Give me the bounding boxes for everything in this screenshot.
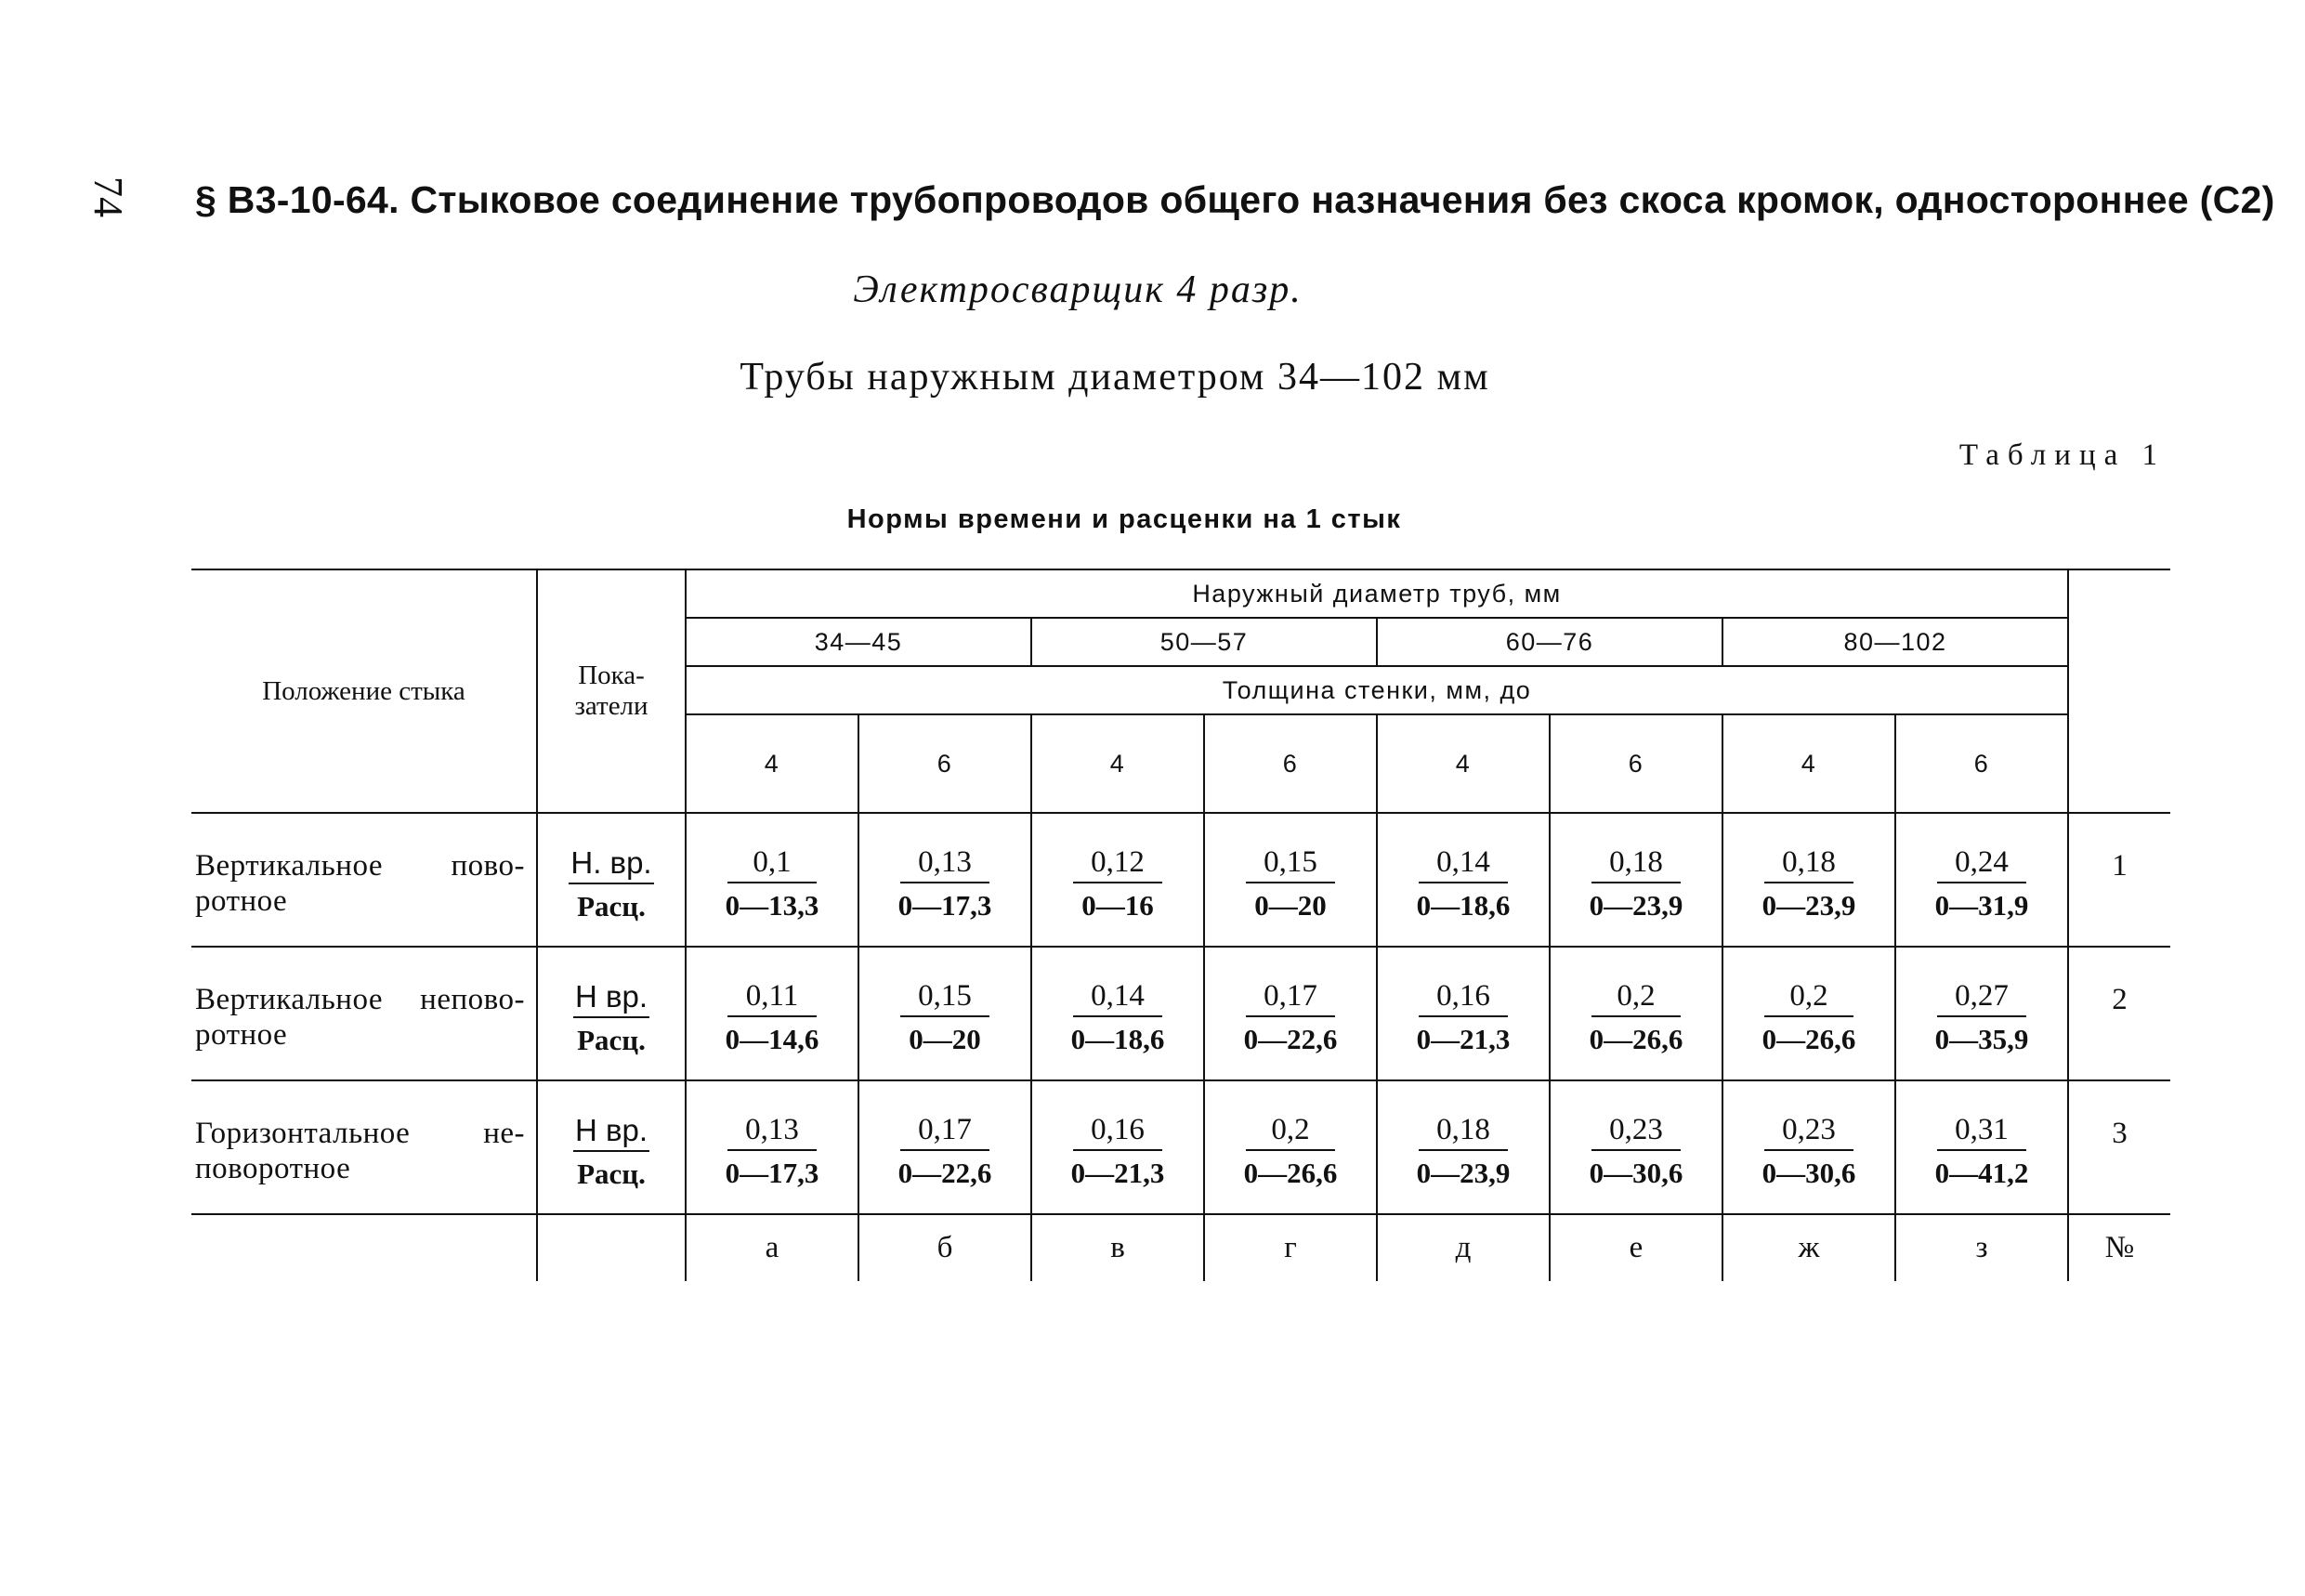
header-wall-thickness: Толщина стенки, мм, до [686, 666, 2068, 714]
rate-value: 0—16 [1081, 889, 1154, 922]
rate-value: 0—30,6 [1589, 1157, 1683, 1189]
value-cell [1722, 947, 1895, 1080]
value-cell [686, 947, 858, 1080]
table-caption: Нормы времени и расценки на 1 стык [846, 504, 1402, 534]
time-norm: 0,17 [900, 1113, 989, 1151]
rate-value: 0—31,9 [1934, 889, 2029, 922]
value-cell [1377, 947, 1550, 1080]
row-position: Вертикальное непово-ротное [191, 947, 537, 1080]
header-indicators: Пока- затели [537, 569, 686, 813]
footer-blank [537, 1214, 686, 1281]
rate-value: 0—20 [1254, 889, 1327, 922]
rate-value: 0—21,3 [1070, 1157, 1165, 1189]
footer-row [191, 1214, 2170, 1281]
time-norm: 0,27 [1937, 979, 2026, 1017]
column-letter: б [858, 1214, 1031, 1281]
section-heading: § В3-10-64. Стыковое соединение трубопроводов общего назначения без скоса кромок, одностороннее (С2) [195, 178, 2275, 221]
indicator-rate: Расц. [577, 1024, 646, 1056]
rate-value: 0—17,3 [725, 1157, 819, 1189]
time-norm: 0,23 [1591, 1113, 1681, 1151]
column-letter: ж [1722, 1214, 1895, 1281]
header-thickness: 6 [1895, 714, 2068, 813]
value-cell [1031, 813, 1204, 947]
value-cell [1031, 947, 1204, 1080]
pipe-diameter-line: Трубы наружным диаметром 34—102 мм [740, 356, 1490, 399]
time-norm: 0,2 [1764, 979, 1853, 1017]
column-number-header: № [2068, 1214, 2170, 1281]
header-num-blank [2068, 569, 2170, 813]
value-cell [1895, 947, 2068, 1080]
column-letter: в [1031, 1214, 1204, 1281]
time-norm: 0,15 [1246, 845, 1335, 883]
indicator-time: Н. вр. [569, 845, 653, 884]
rate-value: 0—14,6 [725, 1023, 819, 1055]
header-thickness: 4 [686, 714, 858, 813]
value-cell [1377, 1080, 1550, 1214]
column-letter: г [1204, 1214, 1377, 1281]
rate-value: 0—22,6 [897, 1157, 992, 1189]
time-norm: 0,18 [1419, 1113, 1508, 1151]
value-cell [1722, 1080, 1895, 1214]
value-cell [1895, 813, 2068, 947]
rate-value: 0—23,9 [1416, 1157, 1511, 1189]
row-number: 2 [2068, 947, 2170, 1080]
value-cell [1204, 813, 1377, 947]
header-thickness: 4 [1031, 714, 1204, 813]
column-letter: а [686, 1214, 858, 1281]
rate-value: 0—23,9 [1761, 889, 1856, 922]
header-thickness: 6 [858, 714, 1031, 813]
row-position: Горизонтальное не-поворотное [191, 1080, 537, 1214]
footer-blank [191, 1214, 537, 1281]
page-number: 74 [85, 177, 131, 217]
time-norm: 0,17 [1246, 979, 1335, 1017]
value-cell [1550, 813, 1722, 947]
value-cell [1204, 947, 1377, 1080]
indicator-time: Н вр. [573, 979, 649, 1018]
row-position: Вертикальное пово-ротное [191, 813, 537, 947]
time-norm: 0,14 [1419, 845, 1508, 883]
column-letter: з [1895, 1214, 2068, 1281]
row-number: 1 [2068, 813, 2170, 947]
row-indicators [537, 947, 686, 1080]
column-letter: е [1550, 1214, 1722, 1281]
value-cell [1377, 813, 1550, 947]
time-norm: 0,16 [1419, 979, 1508, 1017]
rate-value: 0—30,6 [1761, 1157, 1856, 1189]
time-norm: 0,2 [1246, 1113, 1335, 1151]
value-cell [858, 947, 1031, 1080]
header-diameter: 60—76 [1377, 618, 1722, 666]
time-norm: 0,16 [1073, 1113, 1162, 1151]
rate-value: 0—18,6 [1416, 889, 1511, 922]
time-norm: 0,15 [900, 979, 989, 1017]
value-cell [1031, 1080, 1204, 1214]
time-norm: 0,13 [727, 1113, 817, 1151]
rate-value: 0—17,3 [897, 889, 992, 922]
indicator-rate: Расц. [577, 1158, 646, 1190]
rate-value: 0—20 [909, 1023, 981, 1055]
rate-value: 0—35,9 [1934, 1023, 2029, 1055]
header-diameter: 34—45 [686, 618, 1031, 666]
rate-value: 0—41,2 [1934, 1157, 2029, 1189]
time-norm: 0,31 [1937, 1113, 2026, 1151]
value-cell [1722, 813, 1895, 947]
time-norm: 0,18 [1591, 845, 1681, 883]
table-label: Таблица 1 [1958, 438, 2166, 472]
value-cell [686, 1080, 858, 1214]
header-thickness: 4 [1722, 714, 1895, 813]
norms-table [191, 569, 2170, 1281]
worker-grade: Электросварщик 4 разр. [853, 268, 1303, 311]
value-cell [686, 813, 858, 947]
indicator-rate: Расц. [577, 890, 646, 922]
rate-value: 0—21,3 [1416, 1023, 1511, 1055]
time-norm: 0,24 [1937, 845, 2026, 883]
rate-value: 0—26,6 [1589, 1023, 1683, 1055]
time-norm: 0,18 [1764, 845, 1853, 883]
row-indicators [537, 813, 686, 947]
row-indicators [537, 1080, 686, 1214]
rate-value: 0—26,6 [1243, 1157, 1338, 1189]
value-cell [1204, 1080, 1377, 1214]
indicator-time: Н вр. [573, 1113, 649, 1152]
time-norm: 0,11 [727, 979, 817, 1017]
rate-value: 0—23,9 [1589, 889, 1683, 922]
value-cell [858, 1080, 1031, 1214]
header-diameter: 80—102 [1722, 618, 2068, 666]
table-row [191, 947, 2170, 1080]
rate-value: 0—22,6 [1243, 1023, 1338, 1055]
time-norm: 0,2 [1591, 979, 1681, 1017]
value-cell [858, 813, 1031, 947]
value-cell [1550, 947, 1722, 1080]
header-position: Положение стыка [191, 569, 537, 813]
header-thickness: 6 [1204, 714, 1377, 813]
rate-value: 0—26,6 [1761, 1023, 1856, 1055]
time-norm: 0,23 [1764, 1113, 1853, 1151]
column-letter: д [1377, 1214, 1550, 1281]
header-thickness: 4 [1377, 714, 1550, 813]
rate-value: 0—13,3 [725, 889, 819, 922]
value-cell [1550, 1080, 1722, 1214]
time-norm: 0,14 [1073, 979, 1162, 1017]
time-norm: 0,12 [1073, 845, 1162, 883]
value-cell [1895, 1080, 2068, 1214]
header-outer-diameter: Наружный диаметр труб, мм [686, 569, 2068, 618]
table-row [191, 1080, 2170, 1214]
time-norm: 0,13 [900, 845, 989, 883]
time-norm: 0,1 [727, 845, 817, 883]
header-diameter: 50—57 [1031, 618, 1377, 666]
rate-value: 0—18,6 [1070, 1023, 1165, 1055]
header-thickness: 6 [1550, 714, 1722, 813]
table-row [191, 813, 2170, 947]
row-number: 3 [2068, 1080, 2170, 1214]
